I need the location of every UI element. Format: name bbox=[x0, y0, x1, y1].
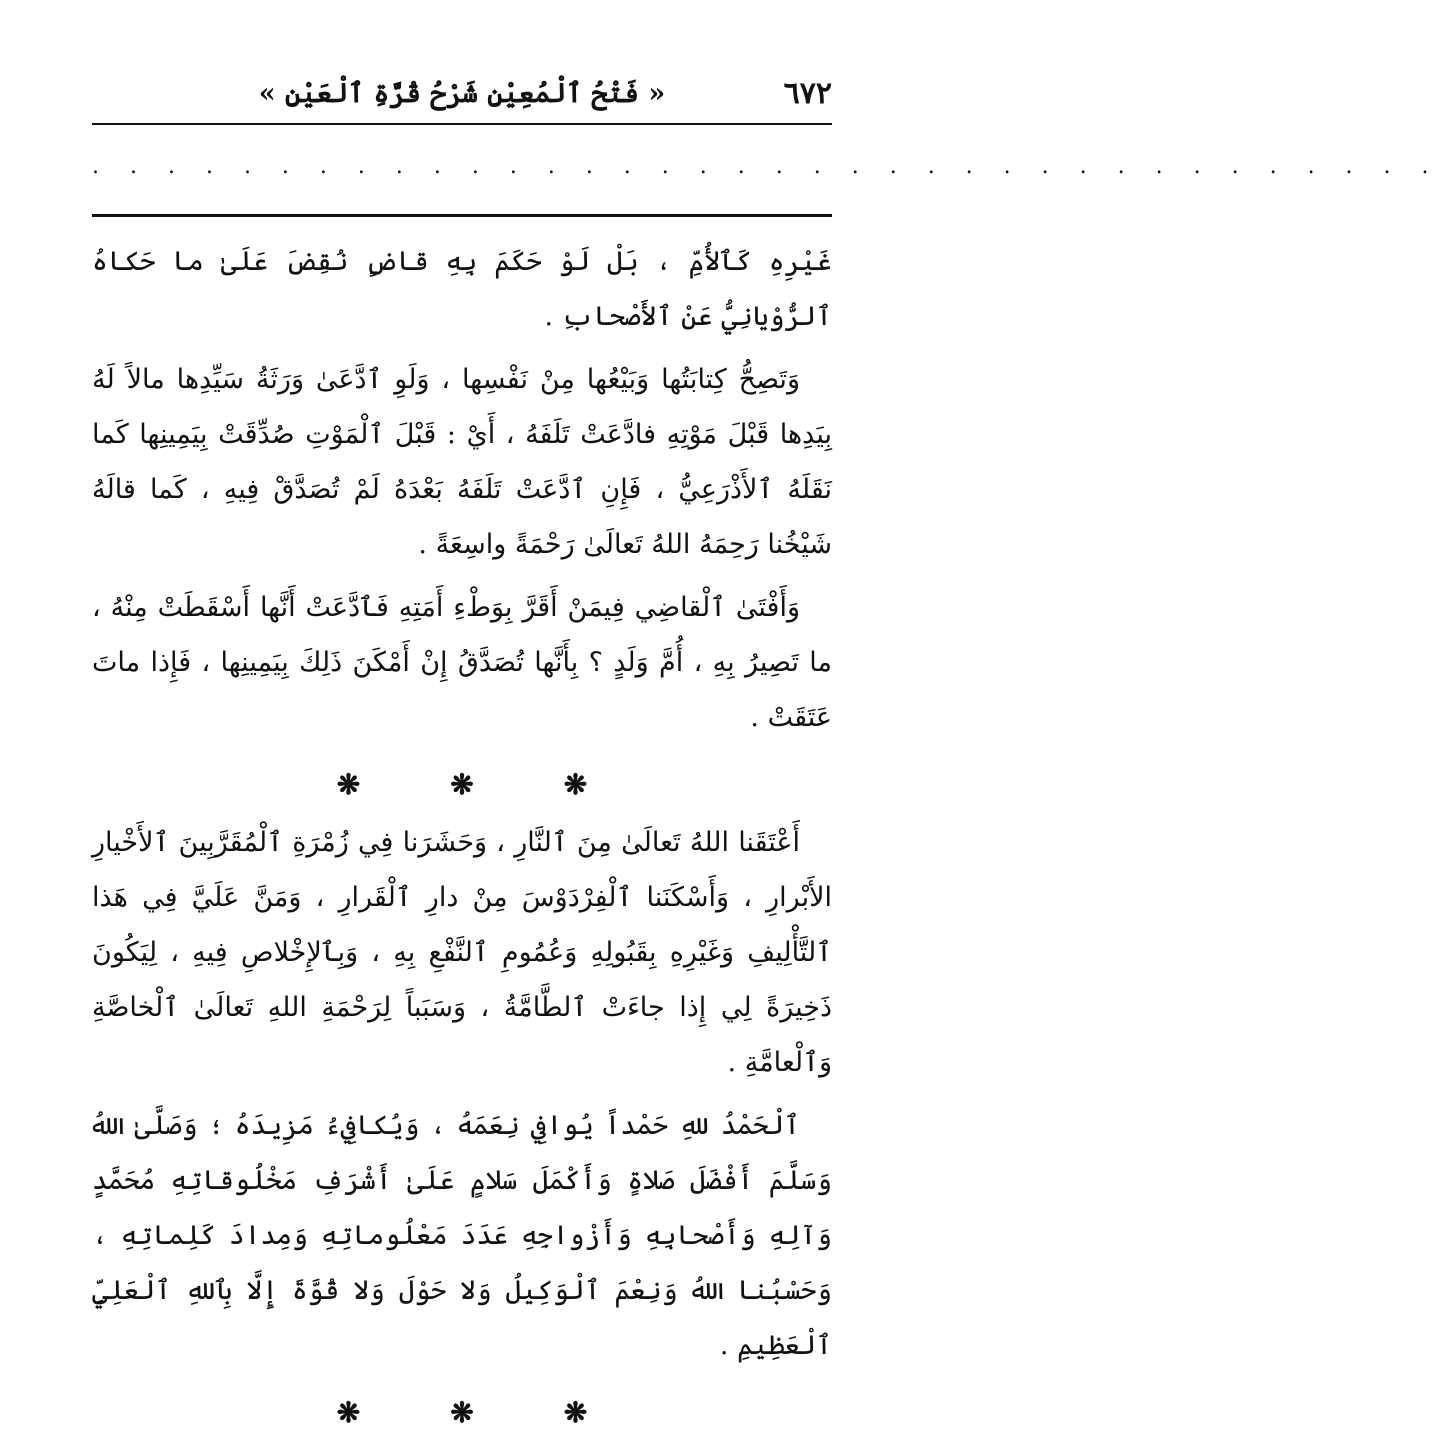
page-number: ٦٧٢ bbox=[783, 76, 832, 111]
paragraph-continuation: غَيْرِهِ كَٱلأُمِّ ، بَلْ لَوْ حَكَمَ بِهِ قاضٍ نُقِضَ عَلَىٰ ما حَكاهُ ٱلرُّوْيانِيُّ عَنْ ٱلأَصْحابِ . bbox=[92, 246, 832, 332]
paragraph-dua: أَعْتَقَنا اللهُ تَعالَىٰ مِنَ ٱلنَّارِ ، وَحَشَرَنا فِي زُمْرَةِ ٱلْمُقَرَّبِينَ ٱلأَخْيارِ الأَبْرارِ ، وَأَسْكَنَنا ٱلْفِرْدَوْسَ مِنْ دارِ ٱلْقَرارِ ، وَمَنَّ عَلَيَّ فِي هَذا ٱلتَّأْلِيفِ وَغَيْرِهِ بِقَبُولِهِ وَعُمُومِ ٱلنَّفْعِ بِهِ ، وَبِٱلإِخْلاصِ فِيهِ ، لِيَكُونَ ذَخِيرَةً لِي إِذا جاءَتْ ٱلطَّامَّةُ ، وَسَبَباً لِرَحْمَةِ اللهِ تَعالَىٰ ٱلْخاصَّةِ وَٱلْعامَّةِ . bbox=[92, 827, 832, 1078]
running-title: « فَتْحُ ٱلْمُعِيْنِ شَرْحُ قُرَّةِ ٱلْعَيْنِ » bbox=[258, 78, 666, 109]
body-text bbox=[92, 234, 832, 1443]
separator-star: ❋ bbox=[563, 767, 588, 801]
separator-star: ❋ bbox=[563, 1395, 588, 1429]
paragraph-fatwa: وَأَفْتَىٰ ٱلْقاضِي فِيمَنْ أَقَرَّ بِوَطْءِ أَمَتِهِ فَٱدَّعَتْ أَنَّها أَسْقَطَتْ مِنْهُ ، ما تَصِيرُ بِهِ ، أُمَّ وَلَدٍ ؟ بِأَنَّها تُصَدَّقُ إِنْ أَمْكَنَ ذَلِكَ بِيَمِينِها ، فَإِذا ماتَ عَتَقَتْ . bbox=[92, 592, 832, 733]
separator-star: ❋ bbox=[450, 1395, 474, 1429]
page-header bbox=[92, 72, 832, 112]
header-rule bbox=[92, 123, 832, 125]
separator-star: ❋ bbox=[450, 767, 474, 801]
section-separator bbox=[92, 753, 832, 815]
separator-star: ❋ bbox=[336, 767, 361, 801]
closing-separator bbox=[92, 1381, 832, 1443]
paragraph-hamd: ٱلْحَمْدُ للهِ حَمْداً يُوافِي نِعَمَهُ ، وَيُكافِيءُ مَزِيدَهُ ؛ وَصَلَّىٰ اللهُ وَسَلَّمَ أَفْضَلَ صَلاةٍ وَأَكْمَلَ سَلامٍ عَلَىٰ أَشْرَفِ مَخْلُوقاتِهِ مُحَمَّدٍ وَآلِهِ وَأَصْحابِهِ وَأَزْواجِهِ عَدَدَ مَعْلُوماتِهِ وَمِدادَ كَلِماتِهِ ، وَحَسْبُنا اللهُ وَنِعْمَ ٱلْوَكِيلُ وَلا حَوْلَ وَلا قُوَّةَ إِلَّا بِٱللهِ ٱلْعَلِيِّ ٱلْعَظِيمِ . bbox=[92, 1110, 832, 1361]
dotted-line: . . . . . . . . . . . . . . . . . . . . . . . . . . . . . . . . . . . . bbox=[92, 154, 1441, 179]
separator-star: ❋ bbox=[336, 1395, 361, 1429]
paragraph-kitaba: وَتَصِحُّ كِتابَتُها وَبَيْعُها مِنْ نَفْسِها ، وَلَوِ ٱدَّعَىٰ وَرَثَةُ سَيِّدِها مالاً لَهُ بِيَدِها قَبْلَ مَوْتِهِ فادَّعَتْ تَلَفَهُ ، أَيْ : قَبْلَ ٱلْمَوْتِ صُدِّقَتْ بِيَمِينِها كَما نَقَلَهُ ٱلأَذْرَعِيُّ ، فَإِنِ ٱدَّعَتْ تَلَفَهُ بَعْدَهُ لَمْ تُصَدَّقْ فِيهِ ، كَما قالَهُ شَيْخُنا رَحِمَهُ اللهُ تَعالَىٰ رَحْمَةً واسِعَةً . bbox=[92, 364, 832, 560]
footnote-separator-rule bbox=[92, 214, 832, 217]
